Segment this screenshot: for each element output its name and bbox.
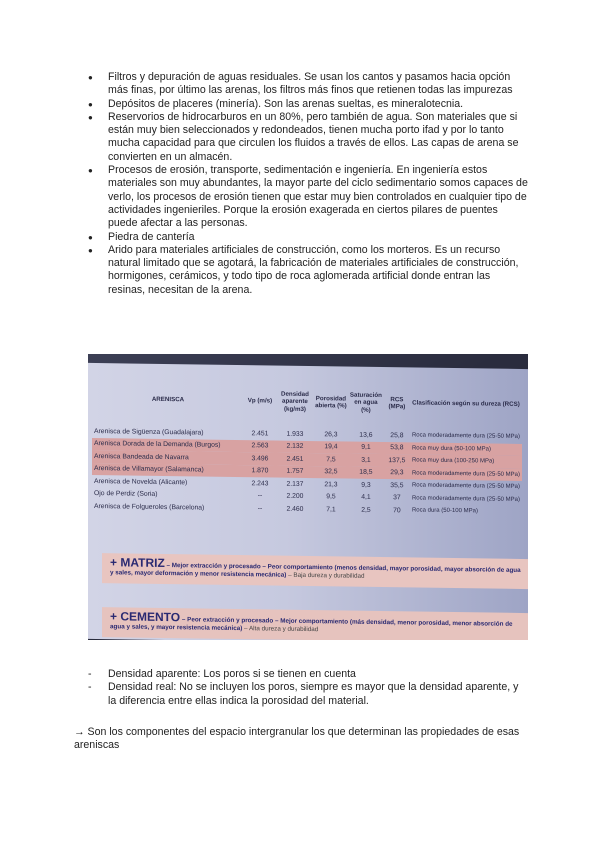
table-cell: Roca moderadamente dura (25-50 MPa) <box>411 470 520 478</box>
table-header: Porosidad abierta (%) <box>315 394 347 410</box>
cemento-tag: – Alta dureza y durabilidad <box>242 625 319 634</box>
conclusion-text: → Son los componentes del espacio intergranular los que determinan las propiedades de esas areniscas <box>74 726 520 752</box>
table-cell: 3,1 <box>361 456 371 464</box>
table-cell: 1.933 <box>286 430 304 438</box>
table-header: ARENISCA <box>151 396 185 404</box>
table-cell: -- <box>257 492 263 500</box>
bullet-item: ● Arido para materiales artificiales de construcción, como los morteros. Es un recurso natural limitado que se agotará, la fabricación de materiales artificiales de construcción, hormigones, cerámicos, y todo tipo de roca aglomerada artificial donde entran las resinas, necesitan de la arena. <box>88 244 528 297</box>
table-cell: 9,3 <box>361 481 371 489</box>
table-cell: 32,5 <box>324 468 338 476</box>
table-cell: 1.870 <box>251 467 269 475</box>
bullet-item: ● Filtros y depuración de aguas residuales. Se usan los cantos y pasamos hacia opción más finas, por último las arenas, los filtros más finos que retienen todas las impurezas <box>88 71 528 98</box>
table-cell: 1.757 <box>286 467 304 476</box>
cemento-text: – Peor extracción y procesado – Mejor comportamiento (más densidad, menor porosidad, menor absorción de agua y sales, y mayor resistencia mecánica) <box>110 616 513 633</box>
table-cell: 9,1 <box>361 443 371 452</box>
table-cell: Arenisca Dorada de la Demanda (Burgos) <box>94 440 221 450</box>
table-header: Vp (m/s) <box>247 397 273 405</box>
slide-photo <box>88 354 528 640</box>
bullet-item: ● Piedra de cantería <box>88 231 528 244</box>
table-header: Saturación en agua (%) <box>349 391 382 414</box>
dash-item: - Densidad aparente: Los poros si se tienen en cuenta <box>88 668 528 681</box>
bullet-list <box>88 71 528 297</box>
table-cell: 2.200 <box>286 492 304 501</box>
table-cell: Roca moderadamente dura (25-50 MPa) <box>411 495 520 503</box>
table-cell: Ojo de Perdiz (Soria) <box>94 490 158 499</box>
bullet-item: ● Depósitos de placeres (minería). Son las arenas sueltas, es mineralotecnia. <box>88 98 528 111</box>
matriz-box <box>102 553 528 589</box>
table-cell: 37 <box>393 494 401 502</box>
table-cell: 26,3 <box>324 430 338 439</box>
cemento-box <box>102 607 528 640</box>
table-cell: 21,3 <box>324 480 338 489</box>
table-cell: 53,8 <box>390 444 404 452</box>
table-cell: Arenisca Bandeada de Navarra <box>94 452 189 462</box>
matriz-title: + MATRIZ <box>110 555 165 571</box>
table-cell: Roca moderadamente dura (25-50 MPa) <box>411 482 520 491</box>
table-cell: 4,1 <box>361 493 371 502</box>
matriz-text: – Mejor extracción y procesado – Peor comportamiento (menos densidad, mayor porosidad, mayor absorción de agua y sales, mayor deformación y menor resistencia mecánica) <box>110 562 521 580</box>
table-header: RCS (MPa) <box>388 395 406 411</box>
table-cell: 2.451 <box>251 429 269 438</box>
table-cell: 35,5 <box>390 481 404 490</box>
table-cell: Arenisca de Villamayor (Salamanca) <box>94 465 204 474</box>
bullet-item: ● Reservorios de hidrocarburos en un 80%, pero también de agua. Son materiales que si están muy bien seleccionados y redondeados, tienen mucha porto ifad y por lo tanto mucha capacidad para que circulen los fluidos a través de ellos. Las capas de arena se convierten en un almacén. <box>88 111 528 164</box>
projected-slide <box>88 363 528 640</box>
table-cell: 70 <box>393 506 401 515</box>
dash-item: - Densidad real: No se incluyen los poros, siempre es mayor que la densidad aparente, y la diferencia entre ellas indica la porosidad del material. <box>88 681 528 708</box>
table-cell: 9,5 <box>326 493 336 501</box>
table-cell: 18,5 <box>359 468 373 477</box>
dash-list <box>88 668 528 708</box>
table-cell: Roca dura (50-100 MPa) <box>411 507 478 515</box>
table-cell: 2.563 <box>251 442 269 450</box>
table-cell: Roca muy dura (100-250 MPa) <box>411 457 495 465</box>
table-cell: Arenisca de Novelda (Alicante) <box>94 477 188 487</box>
table-cell: 2.132 <box>286 442 304 451</box>
table-cell: 2.460 <box>286 505 304 513</box>
cemento-title: + CEMENTO <box>110 609 181 625</box>
table-cell: 7,1 <box>326 506 336 514</box>
table-header-row <box>92 373 522 431</box>
table-cell: 19,4 <box>324 443 338 451</box>
table-cell: Arenisca de Sigüenza (Guadalajara) <box>94 427 204 437</box>
table-cell: Roca muy dura (50-100 MPa) <box>411 445 491 453</box>
bullet-item: ● Procesos de erosión, transporte, sedimentación e ingeniería. En ingeniería estos materiales son muy abundantes, la mayor parte del ciclo sedimentario somos capaces de verlo, los procesos de erosión tienen que estar muy bien controlados en cualquier tipo de actividades ingenieriles. Porque la erosión exagerada en ciertos pilares de puentes puede afectar a las personas. <box>88 164 528 230</box>
table-cell: 2.451 <box>286 455 304 463</box>
table-cell: 13,6 <box>359 431 373 439</box>
sandstone-table <box>92 373 522 519</box>
table-cell: 7,5 <box>326 456 336 464</box>
table-cell: 25,8 <box>390 431 404 440</box>
table-cell: Arenisca de Folgueroles (Barcelona) <box>94 502 205 512</box>
table-cell: 3.496 <box>251 454 269 463</box>
table-cell: 137,5 <box>388 456 406 465</box>
table-cell: 2.137 <box>286 480 304 488</box>
table-header: Densidad aparente (kg/m3) <box>281 390 309 413</box>
table-cell: Roca moderadamente dura (25-50 MPa) <box>411 432 520 441</box>
table-cell: 29,3 <box>390 469 404 477</box>
table-cell: 2.243 <box>251 479 269 488</box>
table-cell: -- <box>257 505 263 513</box>
table-header: Clasificación según su dureza (RCS) <box>412 399 520 409</box>
matriz-tag: – Baja dureza y durabilidad <box>286 572 365 581</box>
table-cell: 2,5 <box>361 506 371 514</box>
